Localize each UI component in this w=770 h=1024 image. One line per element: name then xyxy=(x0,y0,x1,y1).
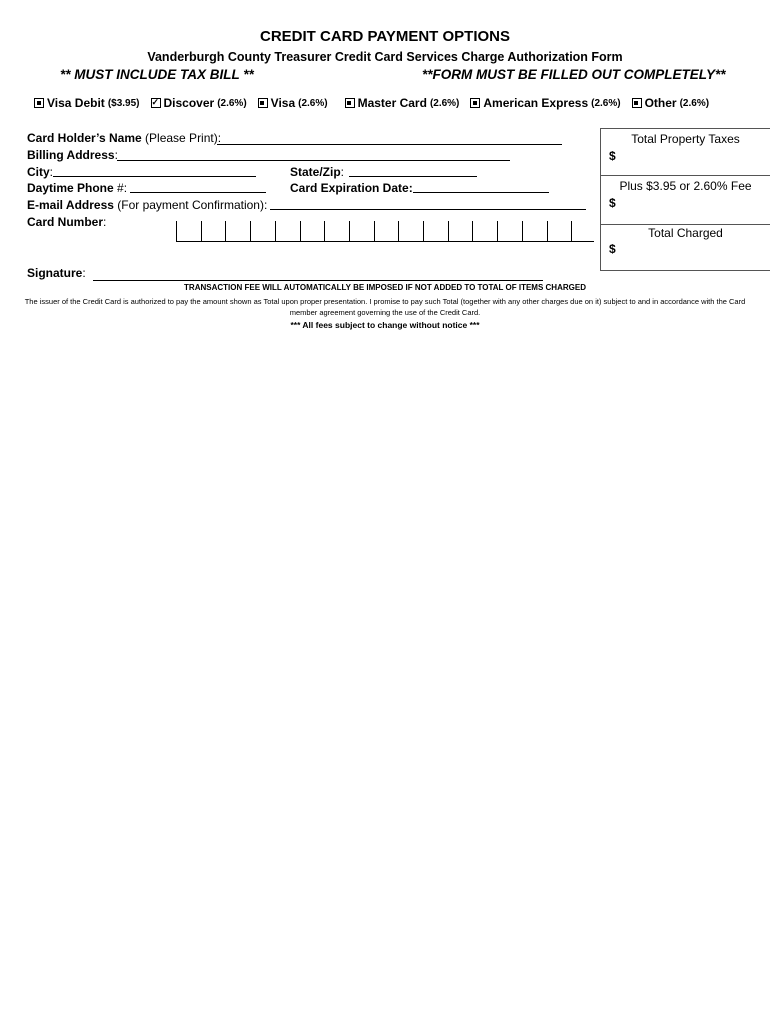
total-charged-label: Total Charged xyxy=(648,226,723,240)
option-label: Visa Debit xyxy=(47,96,105,110)
fees-change-notice: *** All fees subject to change without notice *** xyxy=(290,320,480,330)
expiration-label: Card Expiration Date: xyxy=(290,181,413,195)
dollar-sign: $ xyxy=(609,149,616,163)
property-taxes-section[interactable] xyxy=(601,129,770,176)
option-other[interactable] xyxy=(632,96,709,110)
option-american-express[interactable] xyxy=(470,96,620,110)
card-number-divider xyxy=(250,221,251,241)
card-number-divider xyxy=(398,221,399,241)
option-master-card[interactable] xyxy=(345,96,460,110)
daytime-phone-label: Daytime Phone #: xyxy=(27,181,128,195)
checkbox-icon[interactable] xyxy=(470,98,480,108)
state-zip-field[interactable] xyxy=(349,176,477,177)
card-number-underline xyxy=(176,241,594,242)
card-number-divider xyxy=(349,221,350,241)
card-number-divider xyxy=(522,221,523,241)
card-number-divider xyxy=(176,221,177,241)
dollar-sign: $ xyxy=(609,242,616,256)
email-field[interactable] xyxy=(270,209,586,210)
issuer-authorization-text: The issuer of the Credit Card is authorized to pay the amount shown as Total upon proper presentation. I promise to pay such Total (together with any other charges due on it) subject to and in accordance with the Card member agreement governing the use of the Credit Card. xyxy=(24,297,746,317)
email-label: E-mail Address (For payment Confirmation): xyxy=(27,198,268,212)
expiration-field[interactable] xyxy=(413,192,549,193)
option-rate: (2.6%) xyxy=(429,97,460,109)
tax-bill-note: ** MUST INCLUDE TAX BILL ** xyxy=(60,67,254,82)
option-rate: (2.6%) xyxy=(298,97,328,109)
card-type-options xyxy=(34,96,720,110)
transaction-fee-notice: TRANSACTION FEE WILL AUTOMATICALLY BE IMPOSED IF NOT ADDED TO TOTAL OF ITEMS CHARGED xyxy=(184,283,586,292)
option-label: Visa xyxy=(270,96,296,110)
card-number-divider xyxy=(571,221,572,241)
checkbox-checked-icon[interactable] xyxy=(151,98,161,108)
option-rate: (2.6%) xyxy=(679,97,710,109)
option-label: Discover xyxy=(163,96,215,110)
card-holder-label: Card Holder’s Name (Please Print): xyxy=(27,131,222,145)
card-number-divider xyxy=(300,221,301,241)
city-field[interactable] xyxy=(53,176,256,177)
form-subtitle: Vanderburgh County Treasurer Credit Card Services Charge Authorization Form xyxy=(147,50,623,64)
card-number-divider xyxy=(497,221,498,241)
card-number-divider xyxy=(225,221,226,241)
option-rate: (2.6%) xyxy=(591,97,621,109)
card-number-divider xyxy=(374,221,375,241)
signature-label: Signature: xyxy=(27,266,86,280)
checkbox-icon[interactable] xyxy=(632,98,642,108)
option-discover[interactable] xyxy=(151,96,247,110)
state-zip-label: State/Zip: xyxy=(290,165,345,179)
billing-address-field[interactable] xyxy=(117,160,510,161)
checkbox-icon[interactable] xyxy=(34,98,44,108)
card-number-divider xyxy=(275,221,276,241)
form-title: CREDIT CARD PAYMENT OPTIONS xyxy=(259,28,511,45)
daytime-phone-field[interactable] xyxy=(130,192,266,193)
card-number-divider xyxy=(448,221,449,241)
card-number-divider xyxy=(201,221,202,241)
totals-box xyxy=(600,128,770,271)
billing-address-label: Billing Address: xyxy=(27,148,118,162)
option-visa[interactable] xyxy=(258,96,328,110)
card-number-divider xyxy=(423,221,424,241)
complete-form-note: **FORM MUST BE FILLED OUT COMPLETELY** xyxy=(422,67,726,82)
option-label: American Express xyxy=(483,96,589,110)
card-number-divider xyxy=(472,221,473,241)
card-number-label: Card Number: xyxy=(27,215,107,229)
fee-label: Plus $3.95 or 2.60% Fee xyxy=(619,179,752,193)
option-label: Master Card xyxy=(357,96,427,110)
option-label: Other xyxy=(644,96,677,110)
option-rate: ($3.95) xyxy=(107,97,140,109)
property-taxes-label: Total Property Taxes xyxy=(631,132,740,146)
checkbox-icon[interactable] xyxy=(258,98,268,108)
city-label: City: xyxy=(27,165,54,179)
signature-field[interactable] xyxy=(93,280,543,281)
option-visa-debit[interactable] xyxy=(34,96,140,110)
card-holder-field[interactable] xyxy=(217,144,562,145)
fee-section[interactable] xyxy=(601,176,770,225)
card-number-divider xyxy=(547,221,548,241)
option-rate: (2.6%) xyxy=(217,97,247,109)
checkbox-icon[interactable] xyxy=(345,98,355,108)
total-charged-section[interactable] xyxy=(601,225,770,270)
card-number-divider xyxy=(324,221,325,241)
dollar-sign: $ xyxy=(609,196,616,210)
